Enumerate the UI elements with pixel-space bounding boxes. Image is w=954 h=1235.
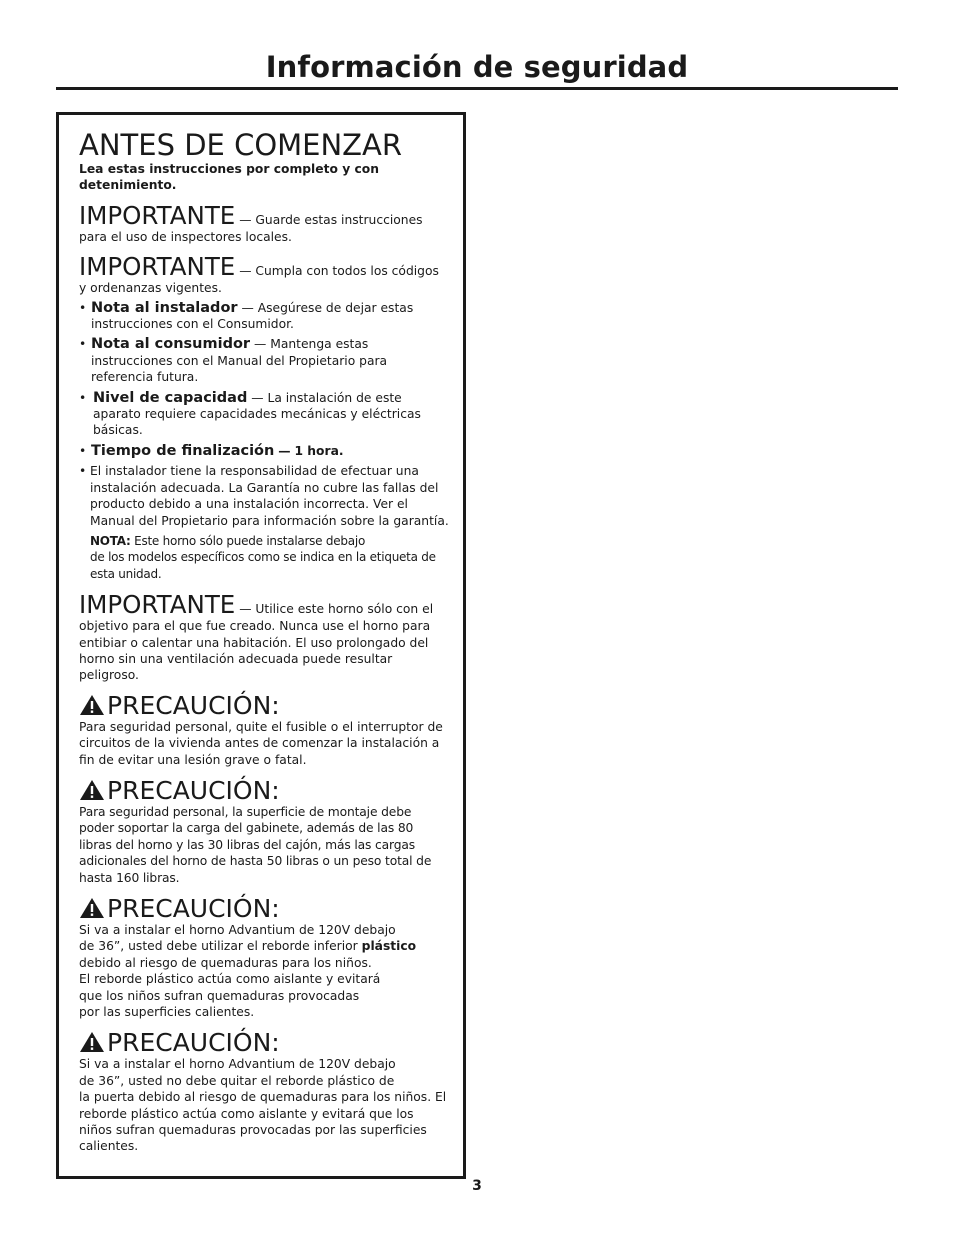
important-2-text: Cumpla con todos los códigos y ordenanzas vigentes.: [79, 264, 439, 296]
item-label: Nota al consumidor: [91, 336, 251, 353]
list-item: [79, 300, 449, 333]
list-item: [79, 463, 449, 529]
caution-heading: [79, 692, 449, 719]
safety-box: [56, 112, 466, 1179]
caution-text: [79, 1056, 449, 1154]
caution-4: [79, 1029, 449, 1154]
bullet: •: [79, 464, 87, 479]
item-text: Mantenga estas instrucciones con el Manual del Propietario para referencia futura.: [91, 337, 388, 385]
important-3: [79, 591, 449, 684]
item-text: El instalador tiene la responsabilidad de efectuar una instalación adecuada. La Garantía no cubre las fallas del producto debido a una instalación incorrecta. Ver el Manual del Propietario para información sobre la garantía.: [90, 464, 449, 528]
caution-emphasis: plástico: [361, 939, 417, 954]
caution-line: El reborde plástico actúa como aislante y evitará: [79, 972, 381, 987]
caution-line: debido al riesgo de quemaduras para los niños.: [79, 955, 372, 970]
safety-box-content: [79, 129, 449, 1155]
caution-text: Para seguridad personal, la superficie de montaje debe poder soportar la carga del gabinete, además de las 80 libras del horno y las 30 libras del cajón, más las cargas adicionales del horno de hasta 50 libras o un peso total de hasta 160 libras.: [79, 804, 432, 885]
caution-3: [79, 895, 449, 1020]
caution-line: la puerta debido al riesgo de quemaduras para los niños. El reborde plástico actúa como aislante y evitará que los niños sufran quemaduras provocadas por las superficies calientes.: [79, 1090, 447, 1154]
item-label: Nivel de capacidad: [93, 389, 248, 406]
important-label: IMPORTANTE: [79, 590, 236, 620]
important-label: IMPORTANTE: [79, 252, 236, 282]
note: [79, 533, 449, 582]
warning-icon: [79, 779, 105, 801]
box-intro: Lea estas instrucciones por completo y con detenimiento.: [79, 162, 380, 193]
important-1-text: Guarde estas instrucciones para el uso de inspectores locales.: [79, 212, 423, 244]
note-label: NOTA:: [90, 533, 131, 548]
page-title: Información de seguridad: [265, 50, 689, 84]
important-label: IMPORTANTE: [79, 200, 236, 230]
dash: —: [241, 300, 254, 315]
caution-1: [79, 692, 449, 768]
caution-line: de 36”, usted no debe quitar el reborde plástico de: [79, 1073, 395, 1088]
caution-text: Para seguridad personal, quite el fusible o el interruptor de circuitos de la vivienda antes de comenzar la instalación a fin de evitar una lesión grave o fatal.: [79, 719, 443, 767]
caution-label: PRECAUCIÓN:: [107, 690, 280, 720]
page-number: 3: [472, 1178, 482, 1194]
caution-line: de 36”, usted debe utilizar el reborde inferior: [79, 939, 358, 954]
item-text: Asegúrese de dejar estas instrucciones con el Consumidor.: [91, 300, 414, 332]
caution-line: por las superficies calientes.: [79, 1005, 255, 1020]
caution-heading: [79, 777, 449, 804]
bullet: •: [79, 443, 87, 458]
caution-text: [79, 922, 449, 1020]
item-text: La instalación de este aparato requiere capacidades mecánicas y eléctricas básicas.: [93, 390, 421, 438]
bullet: •: [79, 337, 87, 352]
item-text: 1 hora.: [294, 443, 344, 458]
caution-2: [79, 777, 449, 886]
caution-heading: [79, 895, 449, 922]
dash: —: [239, 264, 252, 279]
title-rule: [56, 87, 898, 90]
caution-line: que los niños sufran quemaduras provocadas: [79, 988, 360, 1003]
caution-label: PRECAUCIÓN:: [107, 775, 280, 805]
list-item: [79, 390, 449, 439]
important-2: [79, 253, 449, 296]
caution-line: Si va a instalar el horno Advantium de 120V debajo: [79, 923, 396, 937]
warning-icon: [79, 897, 105, 919]
list-item: [79, 336, 449, 385]
item-label: Tiempo de finalización: [91, 442, 275, 459]
caution-line: Si va a instalar el horno Advantium de 120V debajo: [79, 1057, 396, 1072]
important-1: [79, 202, 449, 245]
warning-icon: [79, 1031, 105, 1053]
caution-label: PRECAUCIÓN:: [107, 1028, 280, 1058]
box-heading: ANTES DE COMENZAR: [79, 128, 403, 162]
list-item: [79, 443, 449, 459]
dash: —: [254, 337, 267, 352]
caution-label: PRECAUCIÓN:: [107, 894, 280, 923]
bullet: •: [79, 390, 87, 405]
warning-icon: [79, 694, 105, 716]
item-label: Nota al instalador: [91, 299, 238, 316]
important-3-text: Utilice este horno sólo con el objetivo para el que fue creado. Nunca use el horno para entibiar o calentar una habitación. El uso prolongado del horno sin una ventilación adecuada puede resultar peligroso.: [79, 602, 434, 683]
dash: —: [278, 443, 291, 458]
dash: —: [239, 212, 252, 227]
bullet: •: [79, 300, 87, 315]
caution-heading: [79, 1029, 449, 1056]
dash: —: [251, 390, 264, 405]
note-text: de los modelos específicos como se indica en la etiqueta de esta unidad.: [90, 550, 436, 581]
dash: —: [239, 602, 252, 617]
note-text: Este horno sólo puede instalarse debajo: [134, 533, 366, 548]
